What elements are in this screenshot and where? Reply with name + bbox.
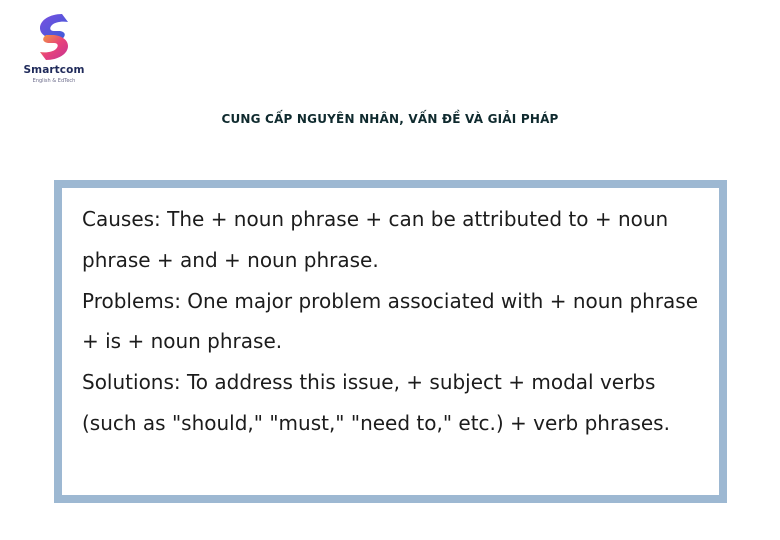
problems-paragraph: Problems: One major problem associated with + noun phrase + is + noun phrase.: [82, 288, 699, 354]
causes-paragraph: Causes: The + noun phrase + can be attributed to + noun phrase + and + noun phrase.: [82, 207, 669, 272]
page-title: CUNG CẤP NGUYÊN NHÂN, VẤN ĐỀ VÀ GIẢI PHÁP: [221, 112, 559, 126]
solutions-paragraph: Solutions: To address this issue, + subject + modal verbs (such as "should," "must," "need to," etc.) + verb phrases.: [82, 370, 670, 435]
brand-tagline: English & EdTech: [32, 78, 76, 84]
smartcom-logo-icon: [32, 12, 76, 62]
content-text: [82, 199, 712, 444]
content-box: [54, 180, 727, 503]
brand-name: Smartcom: [23, 64, 85, 76]
smartcom-logo[interactable]: [14, 12, 94, 92]
